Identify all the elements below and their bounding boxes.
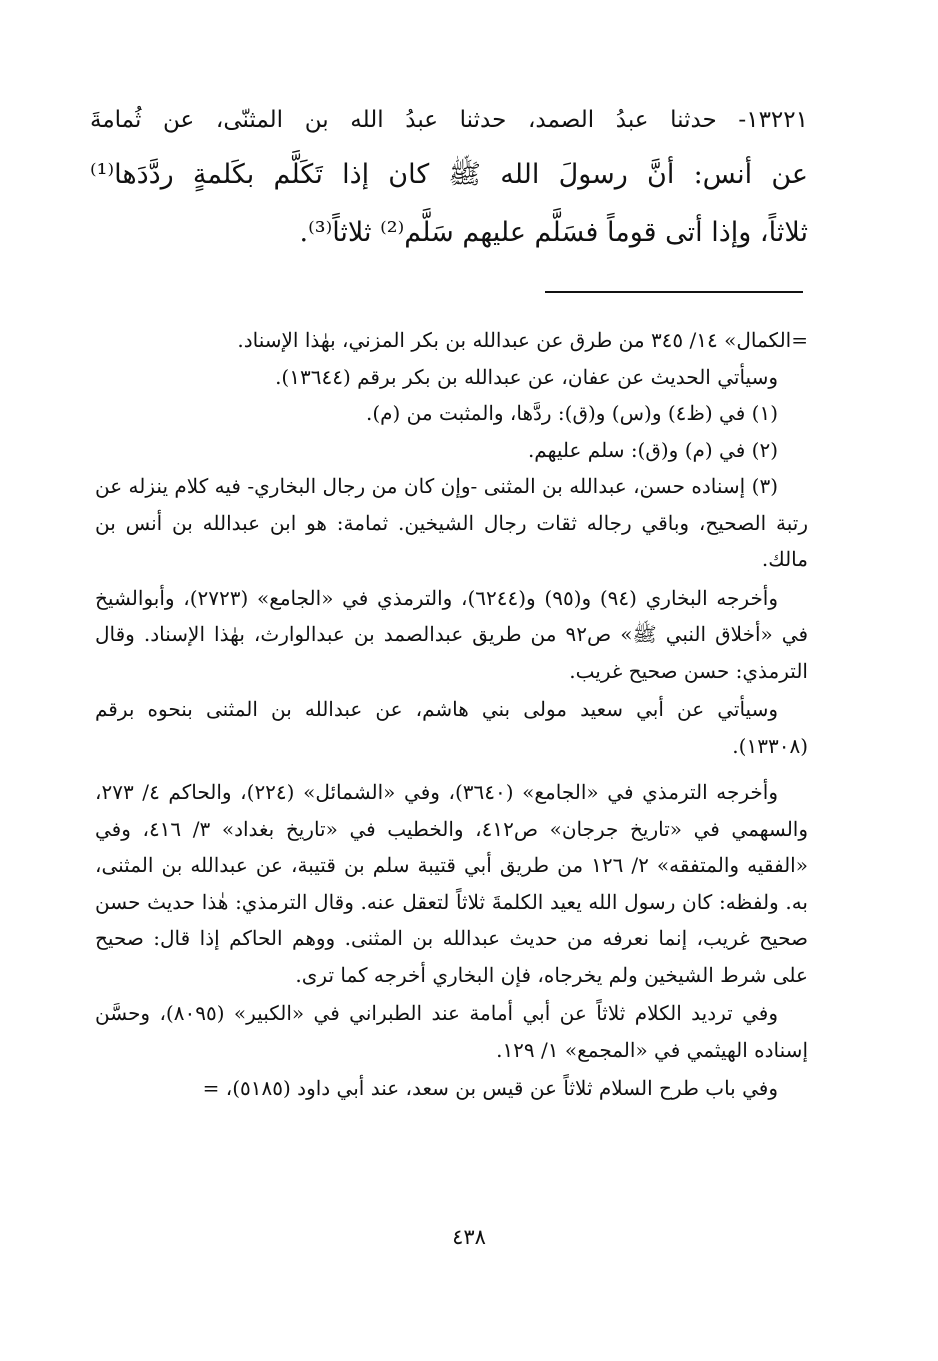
- footnote-paragraph: وأخرجه الترمذي في «الجامع» (٣٦٤٠)، وفي «الشمائل» (٢٢٤)، والحاكم ٤/ ٢٧٣، والسهمي في «تاريخ جرجان» ص٤١٢، والخطيب في «تاريخ بغداد» ٣/ ٤١٦، وفي «الفقيه والمتفقه» ٢/ ١٢٦ من طريق أبي قتيبة سلم بن قتيبة، عن عبدالله بن المثنى، به. ولفظه: كان رسول الله يعيد الكلمةَ ثلاثاً لتعقل عنه. وقال الترمذي: هٰذا حديث حسن صحيح غريب، إنما نعرفه من حديث عبدالله بن المثنى. ووهم الحاكم إذا قال: صحيح على شرط الشيخين ولم يخرجاه، فإن البخاري أخرجه كما ترى.: [95, 780, 808, 987]
- hadith-text: [90, 100, 808, 262]
- footnote-paragraph: وسيأتي عن أبي سعيد مولى بني هاشم، عن عبدالله بن المثنى بنحوه برقم (١٣٣٠٨).: [95, 697, 808, 758]
- footnote-continuation: =الكمال» ١٤/ ٣٤٥ من طرق عن عبدالله بن بكر المزني، بهٰذا الإسناد.: [237, 328, 808, 352]
- footnote-1: (١) في (ظ٤) و(س) و(ق): ردَّها، والمثبت من (م).: [365, 401, 778, 425]
- footnote-2: (٢) في (م) و(ق): سلم عليهم.: [527, 437, 778, 462]
- hadith-line-3: ثلاثاً، وإذا أتى قوماً فسَلَّم عليهم سَلَّم⁽²⁾ ثلاثاً⁽³⁾.: [299, 217, 808, 248]
- hadith-line-2: عن أنس: أنَّ رسولَ الله ﷺ كان إذا تَكَلَّم بكَلمةٍ ردَّدَها⁽¹⁾: [90, 159, 808, 190]
- footnote-paragraph: وفي ترديد الكلام ثلاثاً عن أبي أمامة عند الطبراني في «الكبير» (٨٠٩٥)، وحسَّن إسناده الهيثمي في «المجمع» ١/ ١٢٩.: [95, 1001, 808, 1062]
- footnote-paragraph: وفي باب طرح السلام ثلاثاً عن قيس بن سعد، عند أبي داود (٥١٨٥)، =: [202, 1076, 778, 1100]
- footnote-3: (٣) إسناده حسن، عبدالله بن المثنى -وإن كان من رجال البخاري- فيه كلام ينزله عن رتبة الصحيح، وباقي رجاله ثقات رجال الشيخين. ثمامة: هو ابن عبدالله بن أنس بن مالك.: [95, 474, 808, 571]
- footnote-paragraph: وسيأتي الحديث عن عفان، عن عبدالله بن بكر برقم (١٣٦٤٤).: [275, 364, 778, 389]
- footnote-separator: [545, 291, 803, 293]
- hadith-line-1: ١٣٢٢١- حدثنا عبدُ الصمد، حدثنا عبدُ الله بن المثنّى، عن ثُمامةَ: [90, 107, 808, 133]
- footnote-paragraph: وأخرجه البخاري (٩٤) و(٩٥) و(٦٢٤٤)، والترمذي في «الجامع» (٢٧٢٣)، وأبوالشيخ في «أخلاق النبي ﷺ» ص٩٢ من طريق عبدالصمد بن عبدالوارث، بهٰذا الإسناد. وقال الترمذي: حسن صحيح غريب.: [95, 585, 809, 683]
- page-number: ٤٣٨: [452, 1225, 486, 1249]
- footnotes: [95, 322, 808, 1107]
